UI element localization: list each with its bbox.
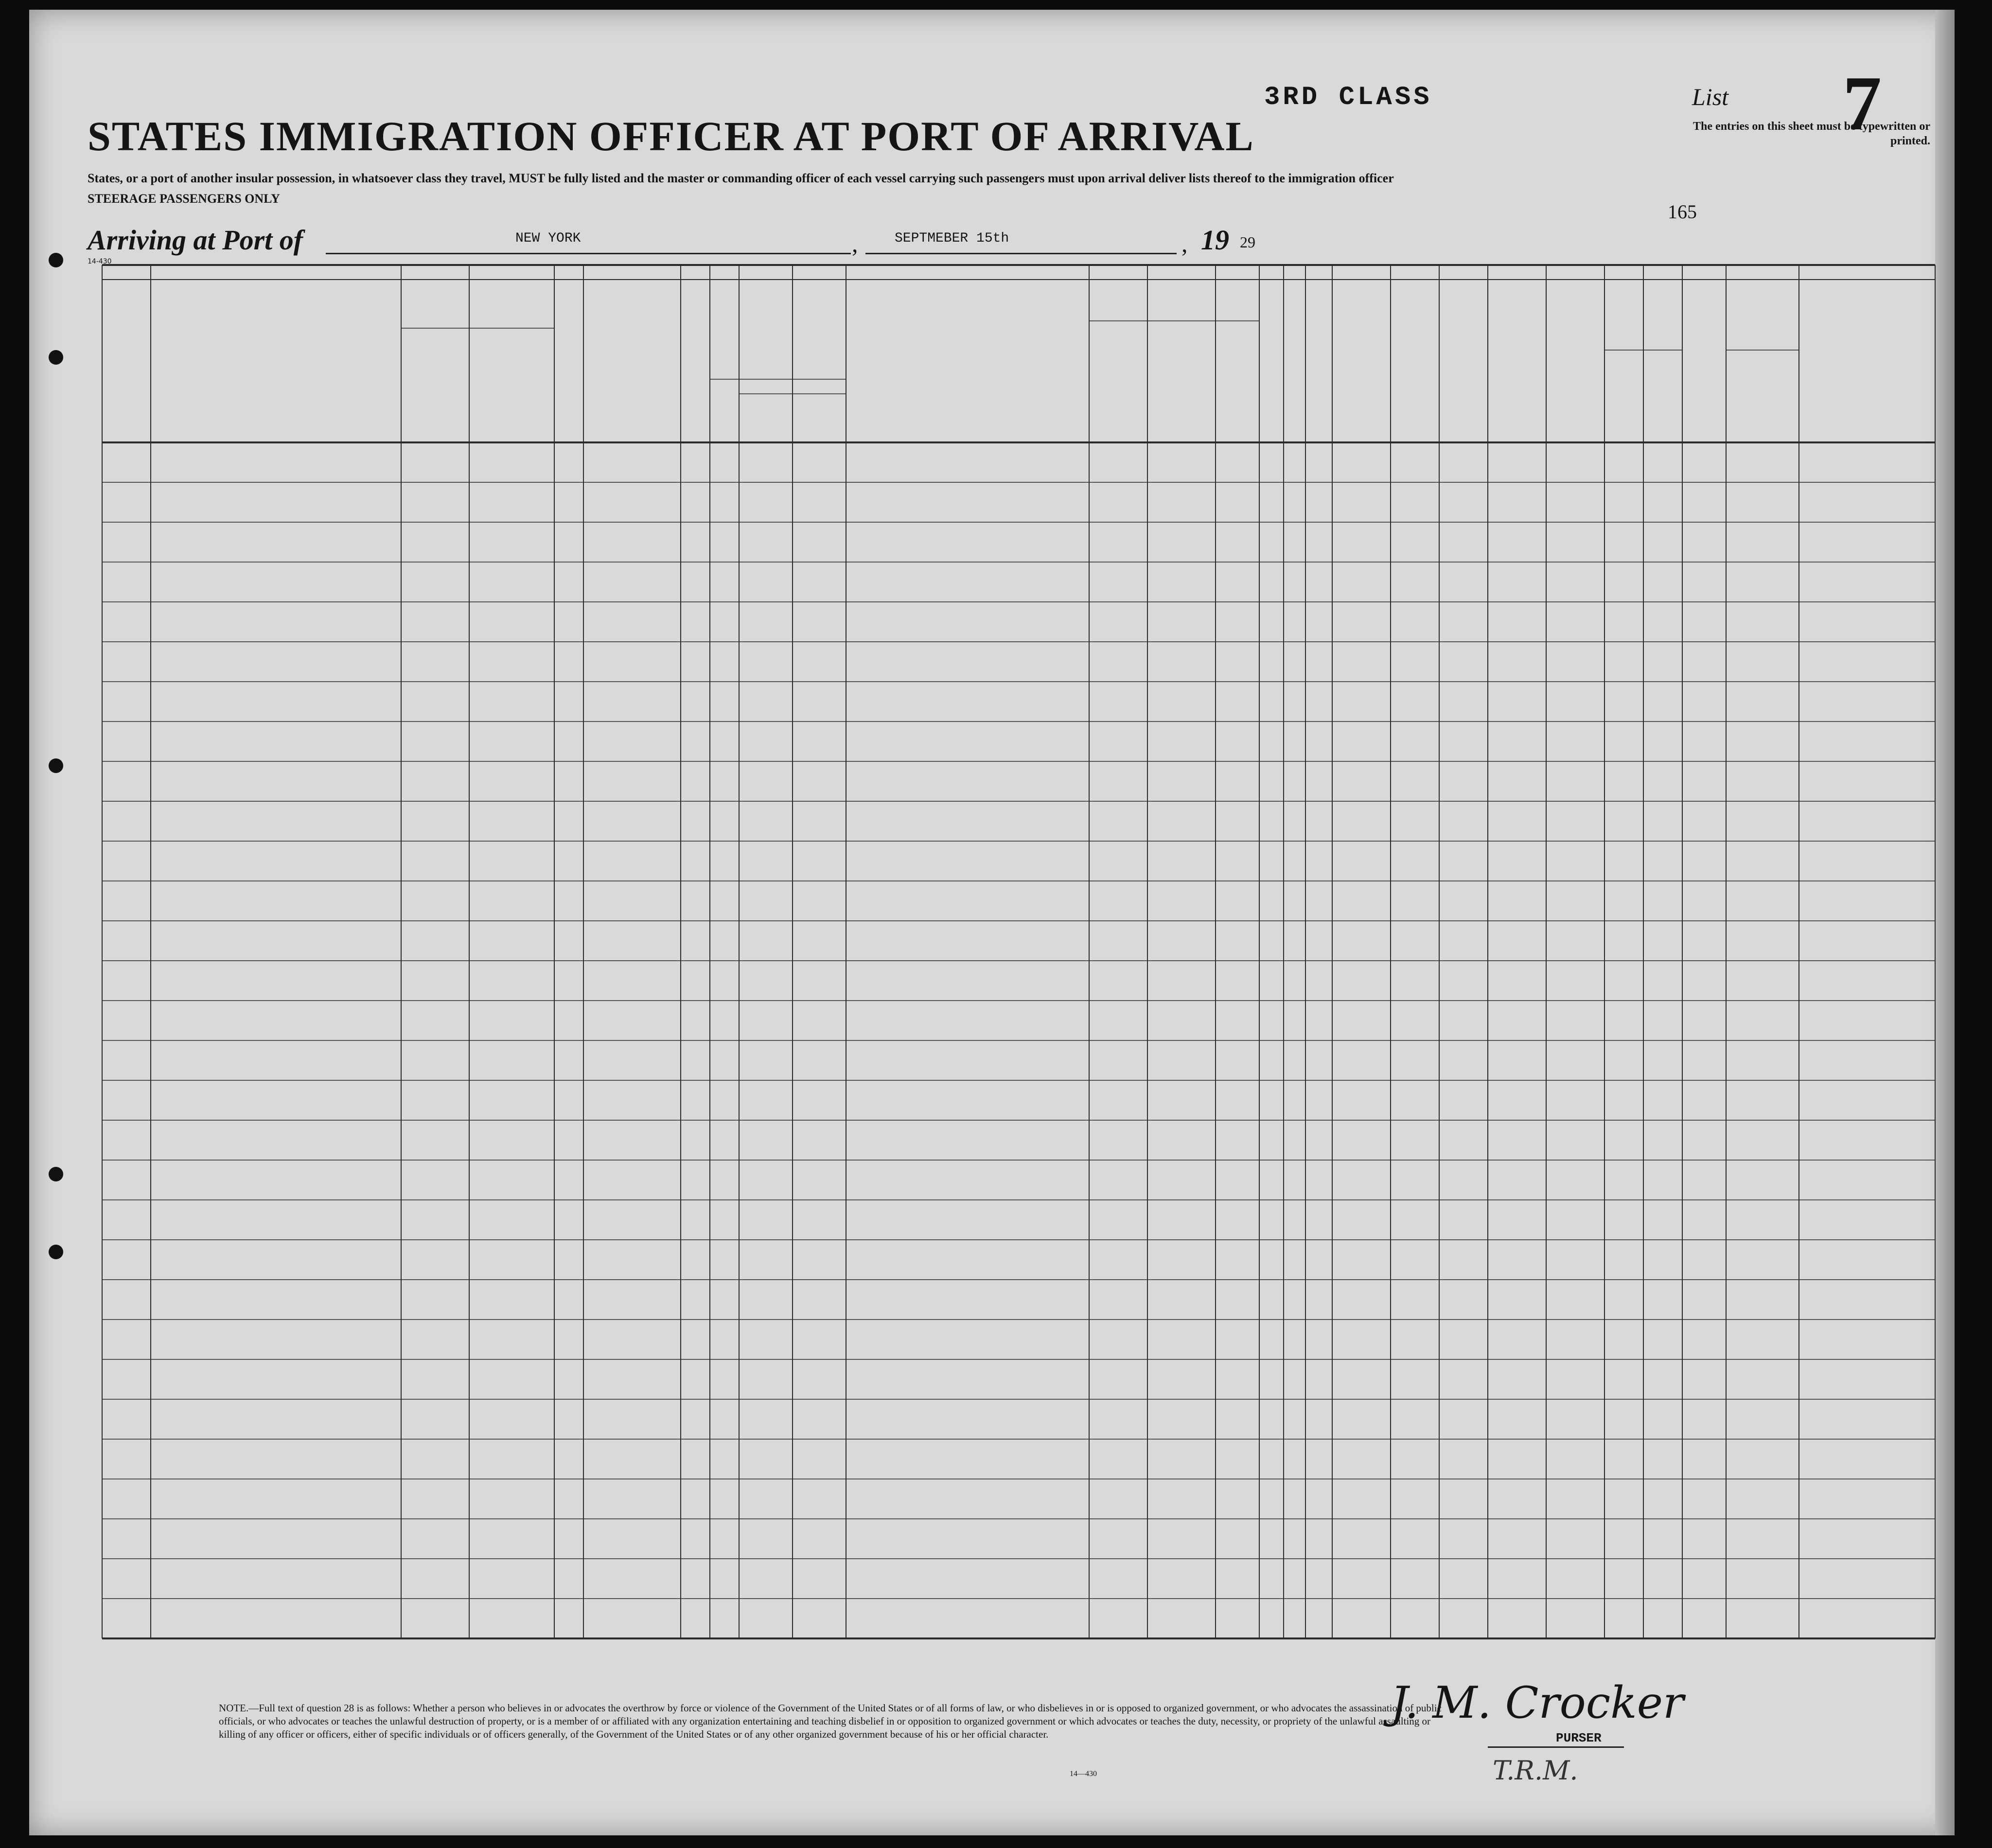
purser-label: PURSER: [1556, 1731, 1602, 1745]
arrival-date: SEPTMEBER 15th: [895, 231, 1009, 246]
class-stamp: 3RD CLASS: [1264, 83, 1432, 112]
form-statement: States, or a port of another insular possession, in whatsoever class they travel, MUST be fully listed and the master or commanding officer of each vessel carrying such passengers must upon arrival deliver lists thereof to the immigration officer: [88, 171, 1394, 185]
page-number: 165: [1668, 201, 1697, 223]
form-title: STATES IMMIGRATION OFFICER AT PORT OF ARRIVAL: [88, 113, 1254, 159]
port-value: NEW YORK: [515, 231, 581, 246]
list-number: 7: [1843, 60, 1882, 146]
list-label: List: [1692, 83, 1729, 110]
manifest-sheet: [29, 10, 1955, 1835]
separator-comma: ,: [1181, 230, 1188, 257]
footer-form-code: 14—430: [1070, 1770, 1097, 1778]
arriving-label: Arriving at Port of: [88, 224, 303, 256]
purser-signature: J. M. Crocker: [1391, 1677, 1684, 1728]
table-grid: [29, 10, 1955, 1835]
list-note: The entries on this sheet must be typewritten or printed.: [1693, 120, 1930, 147]
steerage-label: STEERAGE PASSENGERS ONLY: [88, 192, 280, 206]
signature-line: [1488, 1746, 1624, 1748]
year-prefix: 19: [1201, 224, 1229, 256]
year-suffix: 29: [1240, 233, 1255, 251]
form-code: 14-430: [88, 258, 112, 265]
separator-comma: ,: [852, 230, 858, 257]
second-signature: T.R.M.: [1493, 1755, 1578, 1786]
footnote: NOTE.—Full text of question 28 is as follows: Whether a person who believes in or advocates the overthrow by force or violence of the Government of the United States or of all forms of law, or who disbelieves in or is opposed to organized government, or who advocates the assassination of public officials, or who advocates or teaches the unlawful destruction of property, or is a member of or affiliated with any organization entertaining and teaching disbelief in or opposition to organized government or which advocates or teaches the duty, necessity, or propriety of the unlawful assaulting or killing of any officer or officers, either of specific individuals or of officers generally, of the Government of the United States or of any other organized government because of his or her official character.: [219, 1702, 1442, 1740]
